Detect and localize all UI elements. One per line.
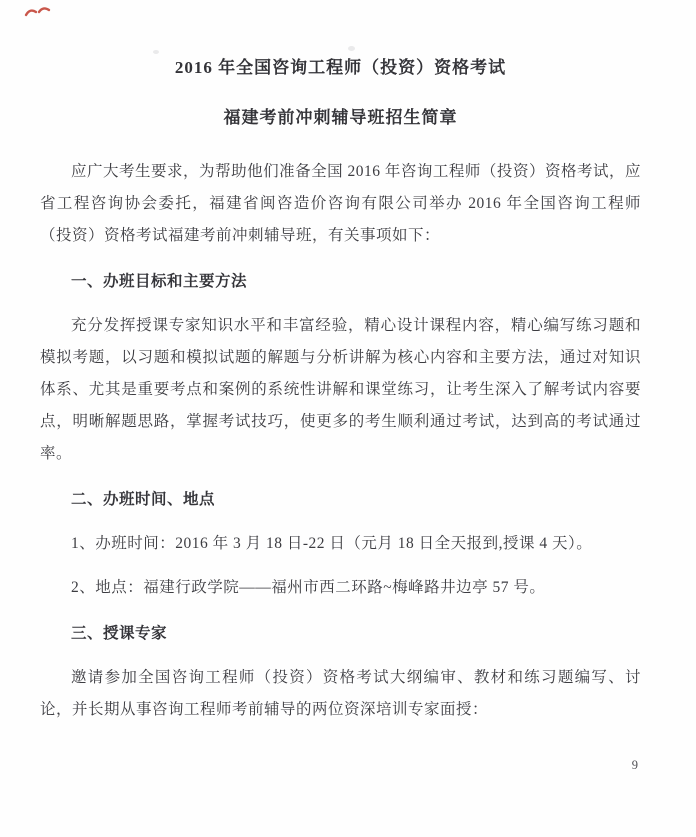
section-3-heading: 三、授课专家 [71, 625, 168, 642]
document-content [40, 56, 641, 738]
section-2-item-time: 1、办班时间：2016 年 3 月 18 日-22 日（元月 18 日全天报到,授课 4 天）。 [71, 535, 593, 552]
document-title: 2016 年全国咨询工程师（投资）资格考试 [174, 58, 507, 77]
section-1-paragraph: 充分发挥授课专家知识水平和丰富经验，精心设计课程内容，精心编写练习题和模拟考题，以习题和模拟试题的解题与分析讲解为核心内容和主要方法，通过对知识体系、尤其是重要考点和案例的系统性讲解和课堂练习，让考生深入了解考试内容要点，明晰解题思路，掌握考试技巧，使更多的考生顺利通过考试，达到高的考试通过率。 [40, 317, 641, 462]
document-subtitle: 福建考前冲刺辅导班招生简章 [223, 108, 458, 127]
scan-speck [153, 50, 159, 54]
section-2-item-location: 2、地点：福建行政学院——福州市西二环路~梅峰路井边亭 57 号。 [71, 579, 546, 596]
red-pen-mark-icon [24, 3, 52, 20]
section-3-paragraph: 邀请参加全国咨询工程师（投资）资格考试大纲编审、教材和练习题编写、讨论，并长期从事咨询工程师考前辅导的两位资深培训专家面授： [40, 669, 641, 718]
scan-speck [348, 46, 355, 51]
section-1-heading: 一、办班目标和主要方法 [71, 273, 248, 290]
section-2-heading: 二、办班时间、地点 [71, 491, 216, 508]
page-number: 9 [631, 758, 638, 772]
intro-paragraph: 应广大考生要求，为帮助他们准备全国 2016 年咨询工程师（投资）资格考试，应省工程咨询协会委托，福建省闽咨造价咨询有限公司举办 2016 年全国咨询工程师（投资）资格考试福建考前冲刺辅导班，有关事项如下： [40, 163, 641, 244]
